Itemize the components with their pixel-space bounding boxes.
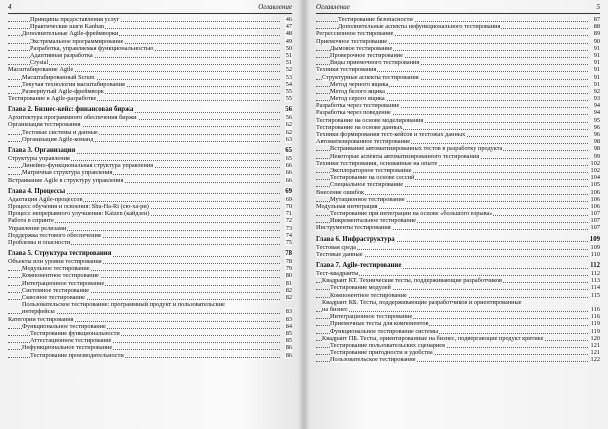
toc-entry-page: 72: [285, 217, 292, 225]
toc-entry-page: 78: [285, 258, 292, 266]
toc-entry: [8, 352, 292, 359]
toc-entry-page: 73: [285, 224, 292, 232]
toc-chapter-entry: [8, 249, 292, 258]
toc-entry: [8, 239, 292, 246]
right-toc: [316, 16, 600, 363]
toc-entry-page: 85: [285, 329, 292, 337]
toc-entry-title: Приемочное тестирование: [316, 37, 388, 45]
toc-entry-title: Тестирование модулей: [330, 284, 391, 292]
toc-entry-title: Организация тестирования: [8, 121, 81, 129]
toc-entry-title: Глава 7. Agile-тестирование: [316, 262, 402, 269]
toc-entry: [316, 124, 600, 131]
toc-entry-title: Автоматизированное тестирование: [316, 138, 411, 146]
toc-entry-page: 102: [590, 166, 600, 174]
toc-entry-page: 51: [285, 59, 292, 67]
toc-entry-title: Проблемы и опасности: [8, 238, 71, 246]
toc-entry-page: 83: [285, 315, 292, 323]
toc-entry: [8, 129, 292, 136]
toc-entry-page: 98: [593, 145, 600, 153]
toc-entry: [316, 189, 600, 196]
left-header-rule: [8, 13, 292, 14]
toc-chapter-entry: [8, 105, 292, 114]
toc-entry-page: 90: [593, 37, 600, 45]
toc-entry: [8, 265, 292, 272]
toc-entry-title: Метод белого ящика: [330, 87, 385, 95]
toc-entry: [316, 160, 600, 167]
toc-entry: [316, 95, 600, 102]
toc-entry-title: Принципы предоставления услуг: [30, 16, 120, 23]
toc-entry-page: 91: [593, 51, 600, 59]
toc-entry: [316, 335, 600, 342]
toc-entry: [8, 203, 292, 210]
toc-entry-title: Техники тестирования: [316, 66, 377, 74]
toc-entry-title: Инкрементальное тестирование: [330, 217, 416, 225]
toc-entry-title: Квадрант КТ. Технические тесты, поддерживающие разработчиков: [322, 277, 503, 285]
toc-entry-title: Техники тестирования, основанные на опыте: [316, 159, 438, 167]
toc-entry-page: 119: [590, 327, 600, 335]
toc-entry-title: Квадрант ПБ. Тесты, ориентированные на бизнес, подвергающие продукт критике: [322, 334, 544, 342]
toc-entry: [8, 95, 292, 102]
toc-entry-page: 49: [285, 37, 292, 45]
toc-chapter-entry: [316, 261, 600, 270]
toc-entry: [8, 272, 292, 279]
toc-entry-page: 91: [593, 80, 600, 88]
toc-entry-page: 91: [593, 44, 600, 52]
toc-entry: [316, 196, 600, 203]
toc-entry-page: 119: [590, 320, 600, 328]
left-toc: [8, 16, 292, 359]
toc-entry-page: 106: [590, 188, 600, 196]
toc-entry-page: 66: [285, 162, 292, 170]
toc-entry: [316, 251, 600, 258]
toc-entry-page: 65: [285, 155, 292, 162]
toc-entry-title: Аттестационное тестирование: [30, 337, 112, 345]
toc-entry: [316, 217, 600, 224]
toc-entry-title: Разработка через тестирование: [316, 102, 400, 110]
toc-entry: [8, 280, 292, 287]
toc-entry-page: 55: [285, 87, 292, 95]
toc-entry-title: Тестирование пригодности и удобства: [330, 349, 433, 357]
right-running-head: [316, 3, 600, 13]
toc-entry-title: Глава 3. Организация: [8, 147, 76, 154]
toc-entry: [8, 232, 292, 239]
toc-entry-title: Тестирование на основе моделирования: [316, 116, 424, 124]
toc-entry-page: 96: [593, 123, 600, 131]
toc-entry-title: Мутационное тестирование: [330, 195, 405, 203]
toc-entry: [316, 356, 600, 363]
toc-entry: [8, 308, 292, 315]
toc-entry-page: 122: [590, 356, 600, 364]
toc-entry: [316, 174, 600, 181]
toc-entry-page: 54: [285, 80, 292, 88]
toc-entry-page: 53: [285, 73, 292, 81]
toc-entry-title: Проверочное тестирование: [330, 51, 403, 59]
toc-entry-page: 88: [593, 23, 600, 31]
left-page: [0, 0, 300, 429]
toc-entry: [8, 316, 292, 323]
toc-entry-title: Дымовое тестирование: [330, 44, 393, 52]
toc-entry-page: 46: [285, 16, 292, 23]
toc-entry-title: Тест-квадранты: [316, 270, 359, 277]
toc-entry: [316, 349, 600, 356]
toc-entry-title: Глава 5. Структура тестирования: [8, 250, 112, 258]
toc-entry-title: Сквозное тестирование: [22, 294, 85, 301]
toc-entry-title: Дополнительные Agile-фреймворки: [22, 30, 119, 38]
toc-entry-page: 120: [590, 334, 600, 342]
toc-entry: [316, 109, 600, 116]
toc-entry-title: Специальное тестирование: [330, 181, 404, 189]
toc-entry-title: Модульная интеграция: [316, 202, 378, 210]
toc-entry-page: 85: [285, 337, 292, 345]
toc-entry: [316, 59, 600, 66]
toc-entry: [8, 38, 292, 45]
toc-entry-page: 69: [285, 195, 292, 203]
toc-entry-page: 102: [590, 159, 600, 167]
toc-entry: [8, 88, 292, 95]
toc-entry-title: Развернутый Agile-фреймворк: [22, 87, 104, 95]
toc-entry-title: Структуры управления: [8, 155, 70, 162]
toc-entry-page: 116: [590, 313, 600, 321]
toc-entry: [8, 344, 292, 351]
toc-entry-title: Тестирование на основе данных: [316, 123, 403, 131]
toc-entry-page: 121: [590, 349, 600, 357]
toc-entry: [8, 210, 292, 217]
toc-entry-page: 71: [285, 210, 292, 218]
toc-entry: [316, 131, 600, 138]
toc-entry-title: Метод серого ящика: [330, 95, 385, 103]
toc-entry: [316, 23, 600, 30]
toc-entry-title: Метод черного ящика: [330, 80, 389, 88]
toc-entry-title: Виды приемочного тестирования: [330, 59, 420, 67]
toc-entry: [316, 203, 600, 210]
toc-entry-page: 78: [285, 250, 292, 258]
toc-entry-page: 87: [593, 16, 600, 23]
toc-entry: [8, 294, 292, 301]
toc-entry-page: 104: [590, 174, 600, 182]
toc-entry-title: Адаптация Agile-процессов: [8, 195, 83, 203]
toc-entry: [316, 277, 600, 284]
right-header-rule: [316, 13, 600, 14]
toc-entry: [8, 121, 292, 128]
toc-entry: [8, 258, 292, 265]
toc-entry-title: Глава 6. Инфраструктура: [316, 235, 395, 243]
toc-entry-title: Эксплораторное тестирование: [330, 166, 412, 174]
toc-entry-page: 105: [590, 181, 600, 189]
toc-entry-title: Функциональное тестирование: [22, 322, 106, 330]
toc-entry-title: Структурные аспекты тестирования: [322, 73, 419, 81]
toc-entry: [316, 52, 600, 59]
toc-entry: [316, 138, 600, 145]
toc-entry-page: 113: [590, 277, 600, 285]
toc-entry-title: Экстремальное программирование: [30, 37, 124, 45]
toc-entry-page: 93: [593, 95, 600, 103]
left-page-number: 4: [8, 3, 12, 11]
toc-entry: [8, 81, 292, 88]
toc-entry-page: 56: [285, 106, 292, 114]
toc-entry-title: Поддержка тестового обеспечения: [8, 231, 101, 239]
toc-entry-title: Инструменты тестирования: [316, 224, 391, 232]
toc-entry-page: 114: [590, 284, 600, 292]
toc-entry-page: 109: [589, 235, 600, 243]
toc-entry-title: Встраивание Agile в структуру управления: [8, 176, 124, 184]
toc-entry-page: 55: [285, 95, 292, 103]
toc-entry-title: Масштабированный Scrum: [22, 73, 95, 81]
toc-entry-page: 63: [285, 135, 292, 143]
toc-entry: [316, 153, 600, 160]
toc-entry-title: Компонентное тестирование: [330, 291, 407, 299]
right-page-number: 5: [596, 3, 600, 11]
toc-entry-title: Crystal: [30, 59, 49, 67]
toc-entry-page: 81: [285, 279, 292, 287]
toc-entry-page: 65: [285, 147, 292, 154]
toc-entry: [8, 337, 292, 344]
toc-entry: [316, 270, 600, 277]
toc-entry-page: 86: [285, 344, 292, 352]
toc-entry-page: 96: [593, 131, 600, 138]
toc-entry-title: Разработка через поведение: [316, 109, 391, 117]
toc-entry: [316, 38, 600, 45]
right-page: [308, 0, 608, 429]
toc-entry-title: Категории тестирования: [8, 315, 74, 323]
toc-entry-title: Линейно-функциональная структура управления: [22, 162, 154, 170]
toc-entry-title: Работа в спринте: [8, 217, 54, 225]
toc-entry: [8, 52, 292, 59]
toc-entry-page: 89: [593, 30, 600, 38]
toc-entry: [316, 224, 600, 231]
toc-entry: [8, 23, 292, 30]
toc-entry-page: 82: [285, 294, 292, 301]
left-running-title: Оглавление: [258, 3, 292, 11]
toc-entry-title: Техники формирования тест-кейсов и тестовых данных: [316, 131, 466, 138]
toc-entry-page: 75: [285, 238, 292, 246]
toc-entry-page: 84: [285, 322, 292, 330]
toc-entry-title: Функциональное тестирование системы: [330, 327, 439, 335]
toc-entry: [316, 181, 600, 188]
toc-entry-page: 106: [590, 195, 600, 203]
toc-entry-title: Матричная структура управления: [22, 169, 113, 177]
toc-chapter-entry: [8, 187, 292, 196]
toc-entry: [8, 66, 292, 73]
toc-entry-page: 50: [285, 44, 292, 52]
toc-entry: [316, 30, 600, 37]
toc-entry: [8, 217, 292, 224]
toc-entry-title: Тестовая среда: [316, 243, 356, 251]
toc-entry: [8, 59, 292, 66]
toc-entry: [316, 145, 600, 152]
toc-entry-title: Тестирование пользовательских сценариев: [330, 341, 446, 349]
toc-entry-page: 109: [590, 243, 600, 251]
toc-entry-page: 62: [285, 128, 292, 136]
toc-entry-title: Тестирование при интеграции на основе «большого взрыва»: [330, 210, 493, 218]
toc-entry-page: 110: [590, 250, 600, 258]
toc-entry-title: Объекты или уровни тестирования: [8, 258, 102, 266]
toc-entry: [316, 244, 600, 251]
toc-entry: [316, 342, 600, 349]
toc-entry-page: 92: [593, 87, 600, 95]
toc-entry-page: 70: [285, 202, 292, 210]
toc-entry: [8, 323, 292, 330]
toc-entry-page: 121: [590, 341, 600, 349]
toc-entry-page: 82: [285, 286, 292, 294]
toc-entry: [316, 117, 600, 124]
toc-entry-title: Модульное тестирование: [22, 265, 90, 273]
toc-entry: [8, 74, 292, 81]
toc-chapter-entry: [8, 146, 292, 155]
toc-entry-title: Тестирование производительности: [30, 351, 124, 359]
toc-chapter-entry: [316, 235, 600, 244]
toc-entry-page: 99: [593, 152, 600, 160]
toc-entry-title: Приемочные тесты для компонентов: [330, 320, 429, 328]
toc-entry: [316, 16, 600, 23]
toc-entry-title: Квадрант КБ. Тесты, поддерживающие разработчиков и ориентированные: [322, 298, 522, 306]
left-running-head: [8, 3, 292, 13]
toc-entry-title: Тестовые данные: [316, 250, 363, 258]
toc-entry-title: Встраивание автоматизированных тестов в разработку продукта: [330, 145, 503, 153]
toc-entry: [316, 320, 600, 327]
toc-entry: [8, 196, 292, 203]
toc-entry-page: 86: [285, 351, 292, 359]
toc-entry: [316, 306, 600, 313]
toc-entry-title: Масштабирование Agile: [8, 66, 74, 74]
toc-entry: [8, 30, 292, 37]
toc-entry-title: Интеграционное тестирование: [330, 313, 413, 321]
toc-entry-title: Процесс непрерывного улучшения: Kaizen (кайдзен): [8, 210, 150, 218]
toc-entry-title: на бизнес: [322, 305, 348, 313]
toc-entry-page: 52: [285, 66, 292, 74]
toc-entry-title: Процесс обучения и освоения: Shu-Ha-Ri (сю-ха-ри): [8, 202, 149, 210]
toc-entry-title: Пользовательское тестирование: [330, 356, 416, 364]
toc-entry-page: 91: [593, 66, 600, 74]
toc-entry: [316, 284, 600, 291]
toc-entry: [8, 16, 292, 23]
toc-entry-page: 107: [590, 210, 600, 218]
toc-entry-title: Адаптивная разработка: [30, 51, 93, 59]
toc-entry-page: 91: [593, 73, 600, 81]
toc-entry-title: интерфейсы: [22, 308, 55, 316]
toc-entry-page: 106: [590, 202, 600, 210]
toc-entry-title: Тестирование безопасности: [338, 16, 413, 23]
toc-entry-page: 112: [590, 262, 600, 269]
toc-entry: [316, 88, 600, 95]
toc-entry-page: 69: [285, 187, 292, 195]
toc-entry-title: Тестовые системы и данные: [22, 128, 98, 136]
toc-entry-title: Дополнительные аспекты нефункционального тестирования: [338, 23, 501, 31]
toc-entry-page: 51: [285, 51, 292, 59]
toc-entry: [316, 328, 600, 335]
toc-entry: [8, 114, 292, 121]
toc-entry-page: 112: [590, 270, 600, 277]
toc-entry-title: Системное тестирование: [22, 286, 89, 294]
toc-entry-page: 94: [593, 109, 600, 117]
toc-entry-page: 91: [593, 59, 600, 67]
toc-entry: [316, 102, 600, 109]
toc-entry-title: Внесение ошибок: [316, 188, 365, 196]
toc-entry: [8, 287, 292, 294]
toc-entry: [316, 313, 600, 320]
toc-entry: [316, 299, 600, 306]
toc-entry-page: 98: [593, 138, 600, 146]
toc-entry-page: 74: [285, 231, 292, 239]
toc-entry-page: 94: [593, 102, 600, 110]
toc-entry-title: Нефункциональное тестирование: [22, 344, 113, 352]
toc-entry-page: 80: [285, 272, 292, 280]
toc-entry-title: Управление релизами: [8, 224, 67, 232]
toc-entry: [316, 210, 600, 217]
toc-entry: [8, 136, 292, 143]
toc-entry-title: Некоторые аспекты автоматизированного тестирования: [330, 152, 480, 160]
toc-dot-leader: [316, 311, 588, 312]
toc-entry-title: Интеграционное тестирование: [22, 279, 105, 287]
toc-entry: [316, 66, 600, 73]
toc-entry-page: 83: [285, 308, 292, 316]
toc-entry-title: Организация Agile-команд: [22, 135, 94, 143]
toc-entry: [8, 225, 292, 232]
toc-entry-title: Глава 2. Бизнес-кейс: финансовая биржа: [8, 106, 134, 114]
toc-entry-title: Архитектура программного обеспечения биржи: [8, 114, 137, 122]
toc-entry-page: 95: [593, 116, 600, 124]
toc-entry-page: 47: [285, 23, 292, 31]
toc-entry: [8, 169, 292, 176]
toc-entry-page: 56: [285, 114, 292, 122]
toc-entry-page: 79: [285, 265, 292, 273]
toc-entry-title: Текучая технология масштабирования: [22, 80, 125, 88]
toc-entry-page: 107: [590, 217, 600, 225]
toc-entry-page: 66: [285, 176, 292, 184]
toc-entry-title: Тестирование функциональности: [30, 329, 120, 337]
toc-entry: [316, 74, 600, 81]
toc-entry-title: Разработка, управляемая функциональностью: [30, 44, 154, 52]
toc-entry: [8, 301, 292, 308]
toc-entry: [316, 81, 600, 88]
toc-entry-page: 62: [285, 121, 292, 129]
toc-entry-page: 115: [590, 291, 600, 299]
toc-entry-page: 116: [590, 305, 600, 313]
toc-entry: [316, 292, 600, 299]
toc-entry-title: Тестирование в Agile-разработке: [8, 95, 97, 103]
toc-entry-title: Пользовательское тестирование: программный продукт и пользовательские: [22, 301, 225, 309]
toc-entry-title: Тестирование на основе сессий: [330, 174, 415, 182]
toc-entry: [8, 162, 292, 169]
toc-entry: [316, 45, 600, 52]
toc-entry-page: 66: [285, 169, 292, 177]
right-running-title: Оглавление: [316, 3, 350, 11]
toc-entry-title: Регрессионное тестирование: [316, 30, 394, 38]
toc-entry: [316, 167, 600, 174]
toc-entry-page: 48: [285, 30, 292, 38]
toc-entry-title: Глава 4. Процессы: [8, 187, 66, 195]
toc-entry-title: Практические шаги Kanban: [30, 23, 105, 31]
toc-entry-title: Компонентное тестирование: [22, 272, 99, 280]
toc-entry-page: 107: [590, 224, 600, 232]
toc-entry: [8, 330, 292, 337]
toc-entry: [8, 155, 292, 162]
toc-entry: [8, 45, 292, 52]
toc-entry: [8, 177, 292, 184]
